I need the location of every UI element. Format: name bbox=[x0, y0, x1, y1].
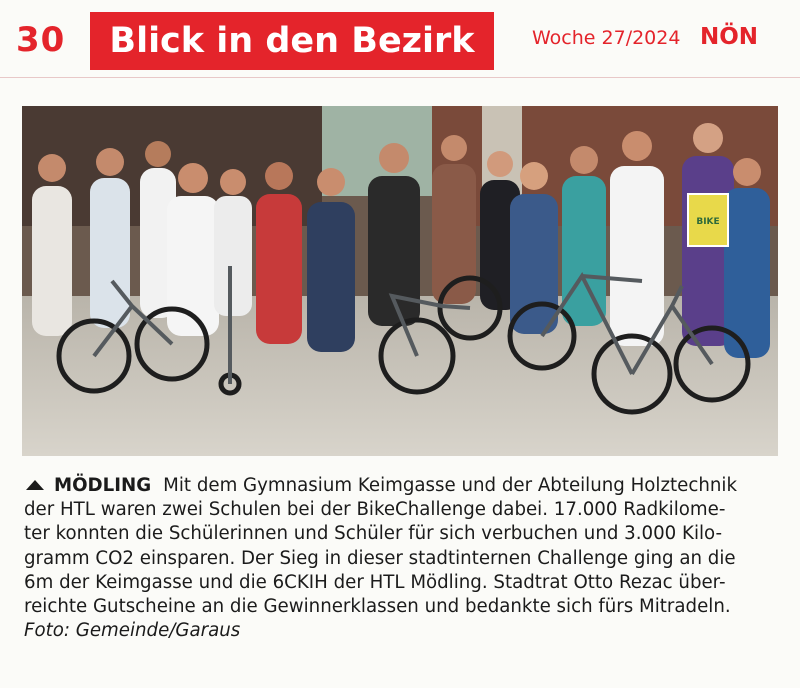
photo-caption bbox=[24, 474, 782, 643]
caption-line-6: reichte Gutscheine an die Gewinnerklassen und bedankte sich fürs Mitradeln. bbox=[24, 596, 731, 618]
caption-line-1 bbox=[24, 474, 782, 498]
caption-line-3: ter konnten die Schülerinnen und Schüler für sich verbuchen und 3.000 Kilo- bbox=[24, 523, 723, 545]
news-photo bbox=[22, 106, 778, 456]
up-triangle-icon bbox=[26, 480, 44, 490]
caption-text-1: Mit dem Gymnasium Keimgasse und der Abteilung Holztechnik bbox=[163, 475, 737, 496]
photo-credit: Foto: Gemeinde/Garaus bbox=[24, 620, 241, 642]
section-title-banner bbox=[90, 12, 494, 70]
brand-logo: NÖN bbox=[700, 24, 759, 50]
dateline: MÖDLING bbox=[54, 475, 152, 496]
caption-line-5: 6m der Keimgasse und die 6CKIH der HTL Mödling. Stadtrat Otto Rezac über- bbox=[24, 571, 726, 593]
section-title: Blick in den Bezirk bbox=[109, 21, 475, 61]
header-divider bbox=[0, 77, 800, 78]
page-number: 30 bbox=[16, 20, 66, 60]
group-photo-bicycles bbox=[22, 106, 778, 456]
issue-week: Woche 27/2024 bbox=[532, 27, 681, 49]
caption-line-4: gramm CO2 einsparen. Der Sieg in dieser stadtinternen Challenge ging an die bbox=[24, 547, 736, 569]
caption-line-2: der HTL waren zwei Schulen bei der BikeChallenge dabei. 17.000 Radkilome- bbox=[24, 499, 726, 521]
certificate-sign-text: BIKE bbox=[696, 217, 720, 227]
